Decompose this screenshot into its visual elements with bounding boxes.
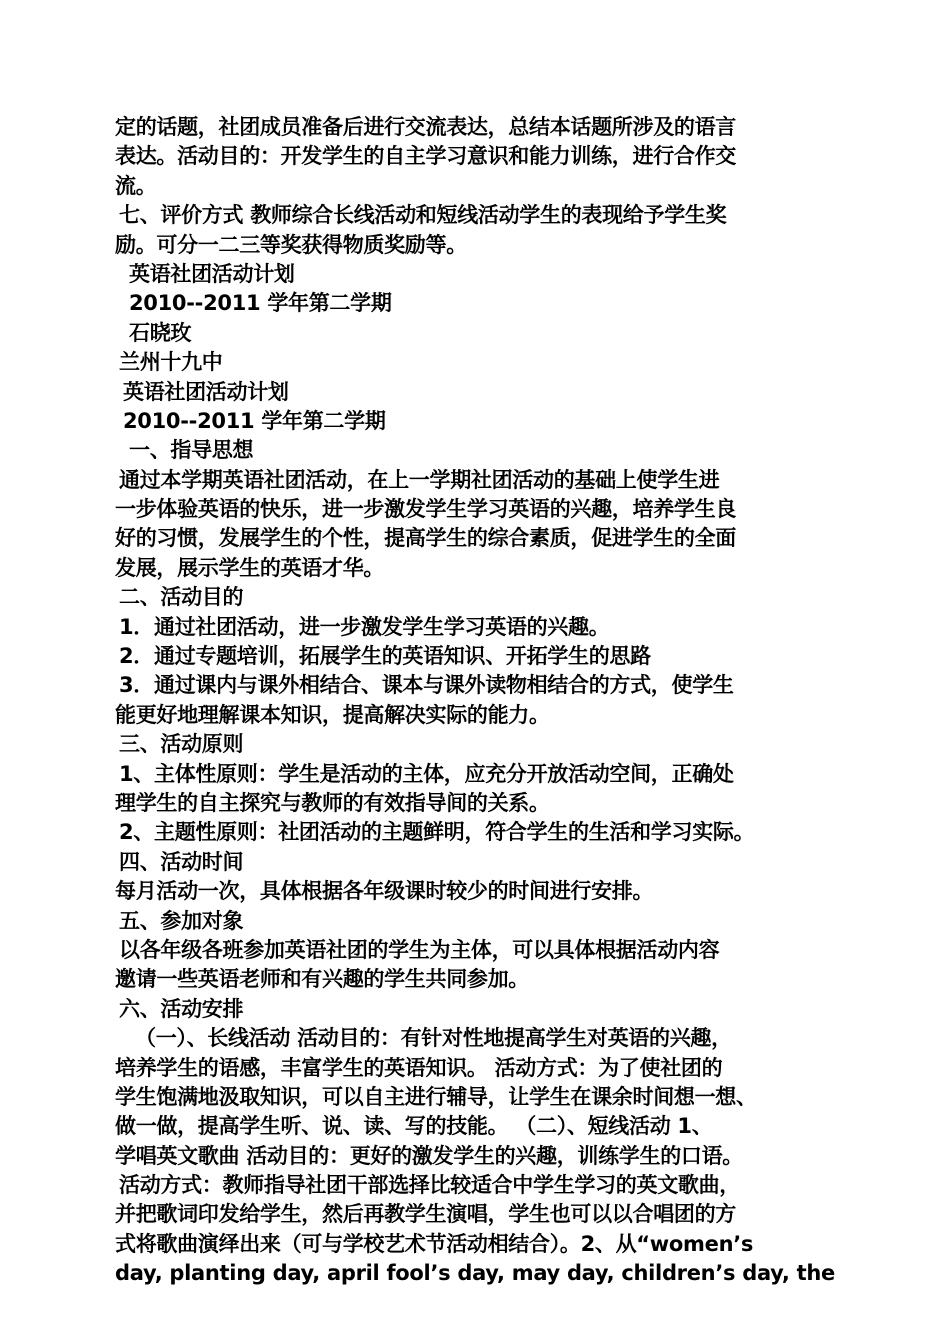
list-item: 1、主体性原则：学生是活动的主体，应充分开放活动空间，正确处: [119, 761, 734, 786]
section-heading-7: 七、评价方式 教师综合长线活动和短线活动学生的表现给予学生奖: [119, 203, 727, 228]
text-line: 理学生的自主探究与教师的有效指导间的关系。: [115, 790, 550, 815]
text-line: 表达。活动目的：开发学生的自主学习意识和能力训练，进行合作交: [115, 144, 736, 169]
text-line: 流。: [115, 173, 157, 198]
section-heading-2: 二、活动目的: [119, 585, 244, 610]
list-item: 2．通过专题培训，拓展学生的英语知识、开拓学生的思路: [119, 644, 651, 669]
plan-title: 英语社团活动计划: [123, 379, 289, 404]
text-line: 式将歌曲演绎出来（可与学校艺术节活动相结合）。2、从“women’s: [115, 1231, 754, 1256]
list-item: 3．通过课内与课外相结合、课本与课外读物相结合的方式，使学生: [119, 673, 734, 698]
text-line: 做一做，提高学生听、说、读、写的技能。 （二）、短线活动 1、: [115, 1114, 713, 1139]
section-heading-1: 一、指导思想: [129, 438, 254, 463]
text-line: 每月活动一次，具体根据各年级课时较少的时间进行安排。: [115, 879, 654, 904]
text-line: 并把歌词印发给学生，然后再教学生演唱，学生也可以以合唱团的方: [115, 1202, 736, 1227]
school-name: 兰州十九中: [119, 350, 223, 375]
text-line: 邀请一些英语老师和有兴趣的学生共同参加。: [115, 967, 529, 992]
list-item: 2、主题性原则：社团活动的主题鲜明，符合学生的生活和学习实际。: [119, 820, 755, 845]
text-line: day, planting day, april fool’s day, may day, children’s day, the: [115, 1261, 835, 1286]
plan-title: 英语社团活动计划: [129, 261, 295, 286]
text-line: 励。可分一二三等奖获得物质奖励等。: [115, 232, 467, 257]
text-line: 活动方式：教师指导社团干部选择比较适合中学生学习的英文歌曲，: [119, 1173, 740, 1198]
text-line: 好的习惯，发展学生的个性，提高学生的综合素质，促进学生的全面: [115, 526, 736, 551]
text-line: 通过本学期英语社团活动，在上一学期社团活动的基础上使学生进: [119, 467, 720, 492]
document-page: [115, 113, 845, 1289]
text-line: 以各年级各班参加英语社团的学生为主体，可以具体根据活动内容: [119, 937, 720, 962]
text-line: （一）、长线活动 活动目的：有针对性地提高学生对英语的兴趣，: [135, 1026, 732, 1051]
text-line: 定的话题，社团成员准备后进行交流表达，总结本话题所涉及的语言: [115, 115, 736, 139]
text-line: 学唱英文歌曲 活动目的：更好的激发学生的兴趣，训练学生的口语。: [115, 1143, 744, 1168]
author-name: 石晓玫: [129, 320, 192, 345]
text-line: 一步体验英语的快乐，进一步激发学生学习英语的兴趣，培养学生良: [115, 497, 736, 522]
list-item: 1．通过社团活动，进一步激发学生学习英语的兴趣。: [119, 614, 610, 639]
text-line: 发展，展示学生的英语才华。: [115, 555, 385, 580]
section-heading-3: 三、活动原则: [119, 732, 244, 757]
section-heading-4: 四、活动时间: [119, 849, 244, 874]
term-line: 2010--2011 学年第二学期: [123, 408, 386, 433]
text-line: 学生饱满地汲取知识，可以自主进行辅导，让学生在课余时间想一想、: [115, 1084, 757, 1109]
text-line: 能更好地理解课本知识，提高解决实际的能力。: [115, 702, 550, 727]
term-line: 2010--2011 学年第二学期: [129, 291, 392, 316]
section-heading-6: 六、活动安排: [119, 996, 244, 1021]
section-heading-5: 五、参加对象: [119, 908, 244, 933]
text-line: 培养学生的语感，丰富学生的英语知识。 活动方式：为了使社团的: [115, 1055, 723, 1080]
